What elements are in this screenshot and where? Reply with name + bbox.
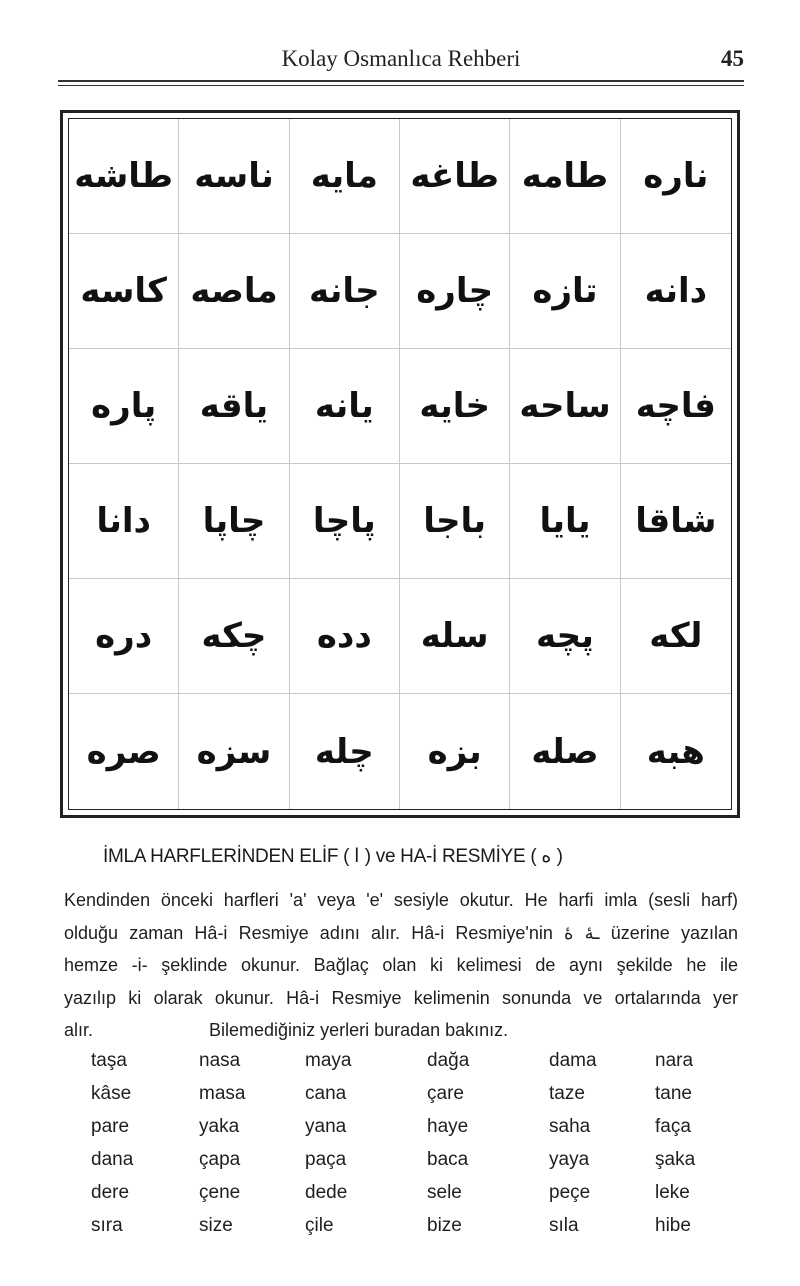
grid-cell (621, 464, 731, 579)
latin-word: yaka (199, 1115, 240, 1137)
grid-inner (68, 118, 732, 810)
latin-word: sıra (91, 1214, 123, 1236)
elif-letter: ا (354, 845, 360, 867)
latin-word: kâse (91, 1082, 132, 1104)
grid-cell (69, 579, 179, 694)
latin-word: peçe (549, 1181, 591, 1203)
ottoman-word: چاپا (202, 501, 266, 541)
latin-word: çene (199, 1181, 241, 1203)
latin-word: pare (91, 1115, 130, 1137)
ottoman-word: سزه (196, 731, 272, 772)
paragraph-line-5 (64, 1014, 738, 1047)
word-row (91, 1110, 731, 1143)
grid-cell (510, 694, 620, 809)
ottoman-word: دده (316, 616, 372, 656)
ottoman-word: چاره (416, 271, 494, 311)
grid-cell (290, 349, 400, 464)
latin-word: faça (655, 1115, 691, 1137)
latin-word: haye (427, 1115, 469, 1137)
ottoman-word: ناره (643, 156, 709, 196)
explanation-paragraph (64, 884, 738, 1047)
ottoman-word: ناسه (194, 156, 274, 196)
grid-cell (290, 579, 400, 694)
latin-word: baca (427, 1148, 469, 1170)
ottoman-word: لكه (649, 616, 703, 656)
ottoman-word: تازه (532, 271, 598, 311)
ottoman-word: پاچا (312, 501, 376, 541)
latin-word: yana (305, 1115, 347, 1137)
grid-cell (621, 119, 731, 234)
latin-word: cana (305, 1082, 347, 1104)
grid-cell (510, 119, 620, 234)
ottoman-word: خايه (419, 386, 490, 426)
ottoman-word: طاغه (410, 156, 499, 196)
latin-word: çapa (199, 1148, 241, 1170)
grid-cell (510, 579, 620, 694)
ottoman-word: طاشه (74, 156, 174, 196)
word-row (91, 1077, 731, 1110)
grid-cell (179, 119, 289, 234)
grid-cell (69, 349, 179, 464)
grid-cell (290, 119, 400, 234)
latin-word: yaya (549, 1148, 590, 1170)
latin-word: tane (655, 1082, 692, 1104)
ottoman-word: دانه (644, 271, 708, 311)
transliteration-table (91, 1044, 731, 1242)
latin-word: masa (199, 1082, 246, 1104)
grid-cell (400, 694, 510, 809)
ottoman-word: صله (531, 731, 599, 772)
grid-cell (179, 579, 289, 694)
grid-cell (621, 234, 731, 349)
grid-cell (179, 349, 289, 464)
latin-word: dede (305, 1181, 348, 1203)
latin-word: şaka (655, 1148, 696, 1170)
ottoman-word: بزه (427, 731, 482, 772)
section-title-part1: İMLA HARFLERİNDEN ELİF ( (103, 846, 350, 867)
ottoman-word: چله (314, 731, 374, 772)
ottoman-word: هبه (646, 731, 705, 772)
grid-cell (69, 464, 179, 579)
grid-cell (510, 234, 620, 349)
latin-word: bize (427, 1214, 462, 1236)
grid-cell (400, 349, 510, 464)
grid-cell (179, 464, 289, 579)
ottoman-word: پچه (536, 616, 594, 656)
ottoman-word: ساحه (519, 386, 611, 426)
grid-cell (69, 694, 179, 809)
latin-word: nasa (199, 1049, 241, 1071)
grid-cell (621, 579, 731, 694)
latin-word: çare (427, 1082, 464, 1104)
latin-word: dağa (427, 1049, 470, 1071)
ottoman-word: صره (86, 731, 161, 772)
section-title-part3: ) (556, 846, 563, 867)
ottoman-word: يايا (539, 501, 591, 541)
ottoman-word: دانا (96, 501, 151, 541)
latin-word: sele (427, 1181, 462, 1203)
latin-word: çile (305, 1214, 334, 1236)
ottoman-word: دره (95, 616, 153, 656)
paragraph-line-5a: alır. (64, 1020, 94, 1040)
grid-cell (621, 694, 731, 809)
word-row (91, 1176, 731, 1209)
ottoman-word: شاقا (635, 501, 717, 541)
grid-cell (69, 234, 179, 349)
paragraph-line-3: hemze -i- şeklinde okunur. Bağlaç olan ki kelimesi de aynı şekilde he ile (64, 955, 738, 975)
ottoman-word: پاره (91, 386, 157, 426)
word-row (91, 1209, 731, 1242)
header-rule-thick (58, 80, 744, 82)
paragraph-line-2: olduğu zaman Hâ-i Resmiye adını alır. Hâ-i Resmiye'nin ـهٔ هٔ üzerine yazılan (64, 922, 739, 943)
page-number: 45 (721, 46, 744, 71)
word-row (91, 1143, 731, 1176)
latin-word: hibe (655, 1214, 691, 1236)
ottoman-word: فاچه (635, 386, 716, 426)
ottoman-word: جانه (309, 271, 380, 311)
grid-cell (69, 119, 179, 234)
latin-word: nara (655, 1049, 694, 1071)
reference-note: Bilemediğiniz yerleri buradan bakınız. (209, 1020, 509, 1040)
latin-word: leke (655, 1181, 690, 1203)
latin-word: paça (305, 1148, 347, 1170)
paragraph-line-4: yazılıp ki olarak okunur. Hâ-i Resmiye kelimenin sonunda ve ortalarında yer (64, 987, 738, 1008)
grid-cell (400, 579, 510, 694)
latin-word: taze (549, 1082, 585, 1104)
grid-cell (290, 234, 400, 349)
latin-word: dama (549, 1049, 597, 1071)
grid-cell (290, 464, 400, 579)
grid-cell (290, 694, 400, 809)
latin-word: saha (549, 1115, 591, 1137)
ottoman-word: كاسه (80, 271, 167, 311)
ottoman-word: يانه (314, 386, 374, 426)
ottoman-word: طامه (521, 156, 609, 196)
latin-word: dere (91, 1181, 130, 1203)
grid-cell (510, 349, 620, 464)
word-row (91, 1044, 731, 1077)
ottoman-word: باجا (423, 501, 487, 541)
ottoman-word: مايه (310, 156, 378, 196)
grid-cell (400, 119, 510, 234)
he-letter: ه (541, 845, 552, 867)
grid-cell (621, 349, 731, 464)
section-title-part2: ) ve HA-İ RESMİYE ( (364, 846, 537, 867)
grid-cell (179, 234, 289, 349)
paragraph-line-1: Kendinden önceki harfleri 'a' veya 'e' sesiyle okutur. He harfi imla (sesli harf) (64, 890, 738, 910)
grid-cell (510, 464, 620, 579)
ottoman-word: چكه (201, 616, 267, 656)
ottoman-word-grid (60, 110, 740, 818)
latin-word: sıla (549, 1214, 579, 1236)
ottoman-word: ماصه (190, 271, 278, 311)
grid-cell (400, 464, 510, 579)
latin-word: maya (305, 1049, 352, 1071)
section-title (103, 845, 563, 868)
page-header (58, 40, 744, 84)
ottoman-word: ياقه (199, 386, 269, 426)
header-rule-thin (58, 85, 744, 86)
latin-word: dana (91, 1148, 134, 1170)
ottoman-word: سله (420, 616, 489, 656)
latin-word: taşa (91, 1049, 127, 1071)
book-title: Kolay Osmanlıca Rehberi (281, 46, 521, 71)
latin-word: size (199, 1214, 233, 1236)
grid-cell (400, 234, 510, 349)
grid-cell (179, 694, 289, 809)
